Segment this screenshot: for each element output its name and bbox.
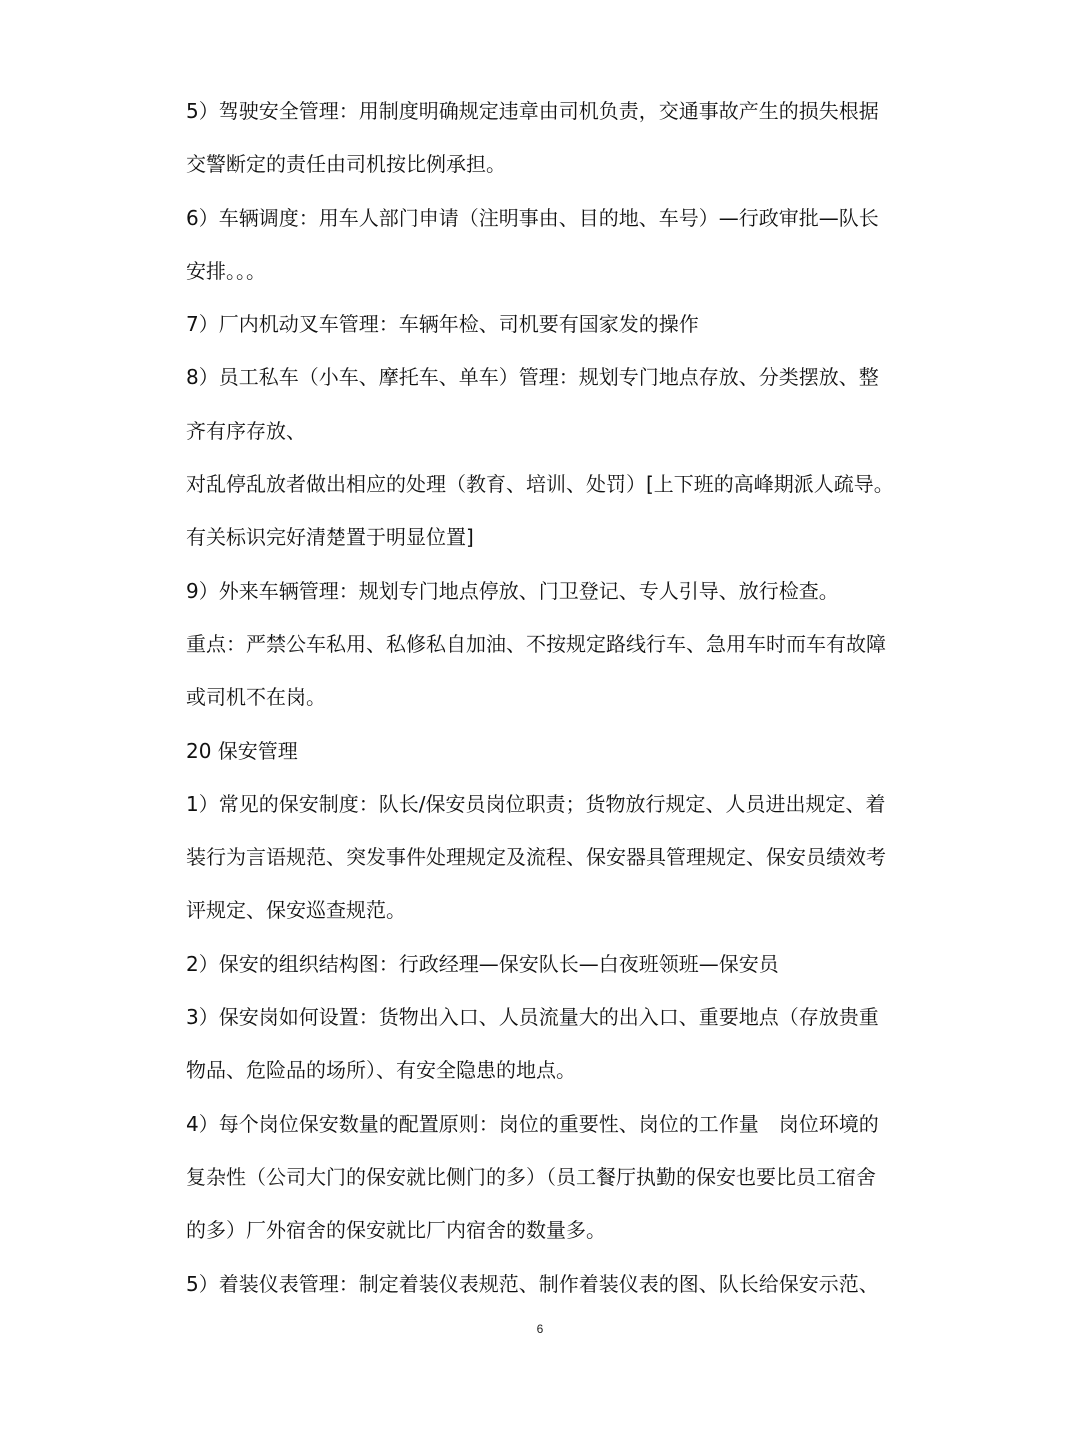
- text-line: 5）驾驶安全管理：用制度明确规定违章由司机负责，交通事故产生的损失根据: [186, 99, 879, 123]
- text-line: 的多）厂外宿舍的保安就比厂内宿舍的数量多。: [186, 1218, 606, 1243]
- section-heading: 20 保安管理: [186, 738, 298, 763]
- text-line: 或司机不在岗。: [186, 685, 326, 710]
- page-number: 6: [536, 1322, 544, 1336]
- text-line: 9）外来车辆管理：规划专门地点停放、门卫登记、专人引导、放行检查。: [186, 578, 839, 603]
- text-line: 7）厂内机动叉车管理：车辆年检、司机要有国家发的操作: [186, 312, 699, 337]
- text-line: 齐有序存放、: [186, 418, 306, 443]
- text-line: 安排。。。: [186, 258, 266, 283]
- text-line: 8）员工私车（小车、摩托车、单车）管理：规划专门地点存放、分类摆放、整: [186, 365, 879, 390]
- text-line: 有关标识完好清楚置于明显位置]: [186, 525, 474, 550]
- text-line: 2）保安的组织结构图：行政经理—保安队长—白夜班领班—保安员: [186, 951, 779, 976]
- text-line: 装行为言语规范、突发事件处理规定及流程、保安器具管理规定、保安员绩效考: [186, 845, 886, 870]
- text-line: 复杂性（公司大门的保安就比侧门的多）（员工餐厅执勤的保安也要比员工宿舍: [186, 1164, 876, 1189]
- text-line: 3）保安岗如何设置：货物出入口、人员流量大的出入口、重要地点（存放贵重: [186, 1005, 879, 1030]
- text-line: 重点：严禁公车私用、私修私自加油、不按规定路线行车、急用车时而车有故障: [186, 631, 886, 656]
- text-line: 交警断定的责任由司机按比例承担。: [186, 152, 506, 177]
- text-line: 6）车辆调度：用车人部门申请（注明事由、目的地、车号）—行政审批—队长: [186, 205, 879, 230]
- text-line: 评规定、保安巡查规范。: [186, 898, 406, 923]
- document-body: [186, 85, 902, 1311]
- text-line: 物品、危险品的场所）、有安全隐患的地点。: [186, 1058, 576, 1083]
- text-line: 5）着装仪表管理：制定着装仪表规范、制作着装仪表的图、队长给保安示范、: [186, 1271, 879, 1296]
- text-line: 1）常见的保安制度：队长/保安员岗位职责；货物放行规定、人员进出规定、着: [186, 791, 886, 816]
- text-line: 4）每个岗位保安数量的配置原则：岗位的重要性、岗位的工作量 岗位环境的: [186, 1111, 879, 1136]
- text-line: 对乱停乱放者做出相应的处理（教育、培训、处罚）[上下班的高峰期派人疏导。: [186, 472, 894, 497]
